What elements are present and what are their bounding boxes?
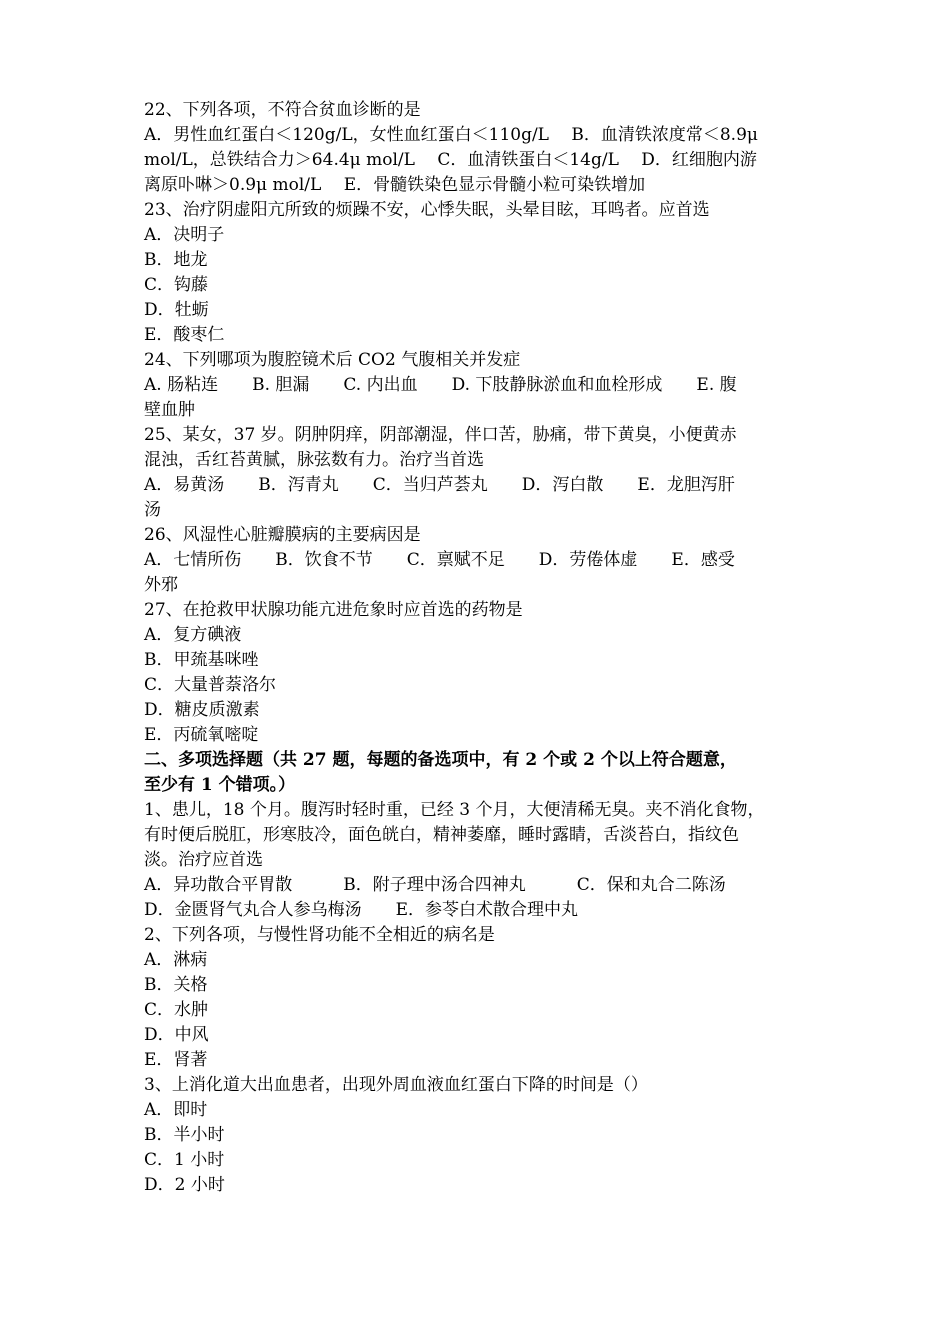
q25-options-line-2: 汤: [144, 500, 161, 520]
mq3-option-b: B．半小时: [144, 1125, 225, 1145]
mq3-option-d: D．2 小时: [144, 1175, 225, 1195]
mq3-stem: 3、上消化道大出血患者，出现外周血液血红蛋白下降的时间是（）: [144, 1075, 648, 1095]
q27-option-b: B．甲巯基咪唑: [144, 650, 259, 670]
q27-option-e: E．丙硫氧嘧啶: [144, 725, 259, 745]
mq1-stem-line-1: 1、患儿，18 个月。腹泻时轻时重，已经 3 个月，大便清稀无臭。夹不消化食物，: [144, 800, 765, 820]
q23-stem: 23、治疗阴虚阳亢所致的烦躁不安，心悸失眠，头晕目眩，耳鸣者。应首选: [144, 200, 710, 220]
mq2-option-e: E．肾著: [144, 1050, 208, 1070]
mq1-options-line-2: D．金匮肾气丸合人参乌梅汤 E．参苓白术散合理中丸: [144, 900, 579, 920]
mq2-option-d: D．中风: [144, 1025, 209, 1045]
q27-option-c: C．大量普萘洛尔: [144, 675, 277, 695]
mq1-stem-line-3: 淡。治疗应首选: [144, 850, 263, 870]
q22-options-line-2: mol/L，总铁结合力＞64.4μ mol/L C．血清铁蛋白＜14g/L D．红细胞内游: [144, 150, 757, 170]
section-heading-line-1: 二、多项选择题（共 27 题，每题的备选项中，有 2 个或 2 个以上符合题意，: [144, 750, 737, 770]
mq2-option-a: A．淋病: [144, 950, 208, 970]
mq2-option-b: B．关格: [144, 975, 208, 995]
q24-options-line-2: 壁血肿: [144, 400, 195, 420]
mq3-option-a: A．即时: [144, 1100, 208, 1120]
q27-stem: 27、在抢救甲状腺功能亢进危象时应首选的药物是: [144, 600, 523, 620]
mq3-option-c: C．1 小时: [144, 1150, 225, 1170]
q23-option-b: B．地龙: [144, 250, 208, 270]
mq1-options-line-1: A．异功散合平胃散 B．附子理中汤合四神丸 C．保和丸合二陈汤: [144, 875, 726, 895]
q23-option-d: D．牡蛎: [144, 300, 209, 320]
mq1-stem-line-2: 有时便后脱肛，形寒肢冷，面色㿠白，精神萎靡，睡时露睛，舌淡苔白，指纹色: [144, 825, 739, 845]
q26-options-line-2: 外邪: [144, 575, 178, 595]
q22-options-line-1: A．男性血红蛋白＜120g/L，女性血红蛋白＜110g/L B．血清铁浓度常＜8.9μ: [144, 125, 758, 145]
mq2-option-c: C．水肿: [144, 1000, 209, 1020]
q26-options-line-1: A．七情所伤 B．饮食不节 C．禀赋不足 D．劳倦体虚 E．感受: [144, 550, 735, 570]
section-heading-line-2: 至少有 1 个错项。）: [144, 775, 296, 795]
q24-stem: 24、下列哪项为腹腔镜术后 CO2 气腹相关并发症: [144, 350, 521, 370]
document-page: [144, 98, 824, 1198]
q26-stem: 26、风湿性心脏瓣膜病的主要病因是: [144, 525, 421, 545]
q27-option-d: D．糖皮质激素: [144, 700, 260, 720]
q23-option-e: E．酸枣仁: [144, 325, 225, 345]
q23-option-a: A．决明子: [144, 225, 225, 245]
q25-stem-line-1: 25、某女，37 岁。阴肿阴痒，阴部潮湿，伴口苦，胁痛，带下黄臭，小便黄赤: [144, 425, 737, 445]
q25-stem-line-2: 混浊，舌红苔黄腻，脉弦数有力。治疗当首选: [144, 450, 484, 470]
q24-options-line-1: A. 肠粘连 B. 胆漏 C. 内出血 D. 下肢静脉淤血和血栓形成 E. 腹: [144, 375, 737, 395]
q22-options-line-3: 离原卟啉＞0.9μ mol/L E．骨髓铁染色显示骨髓小粒可染铁增加: [144, 175, 646, 195]
mq2-stem: 2、下列各项，与慢性肾功能不全相近的病名是: [144, 925, 495, 945]
q22-stem: 22、下列各项，不符合贫血诊断的是: [144, 100, 421, 120]
q25-options-line-1: A．易黄汤 B．泻青丸 C．当归芦荟丸 D．泻白散 E．龙胆泻肝: [144, 475, 735, 495]
q27-option-a: A．复方碘液: [144, 625, 242, 645]
q23-option-c: C．钩藤: [144, 275, 209, 295]
